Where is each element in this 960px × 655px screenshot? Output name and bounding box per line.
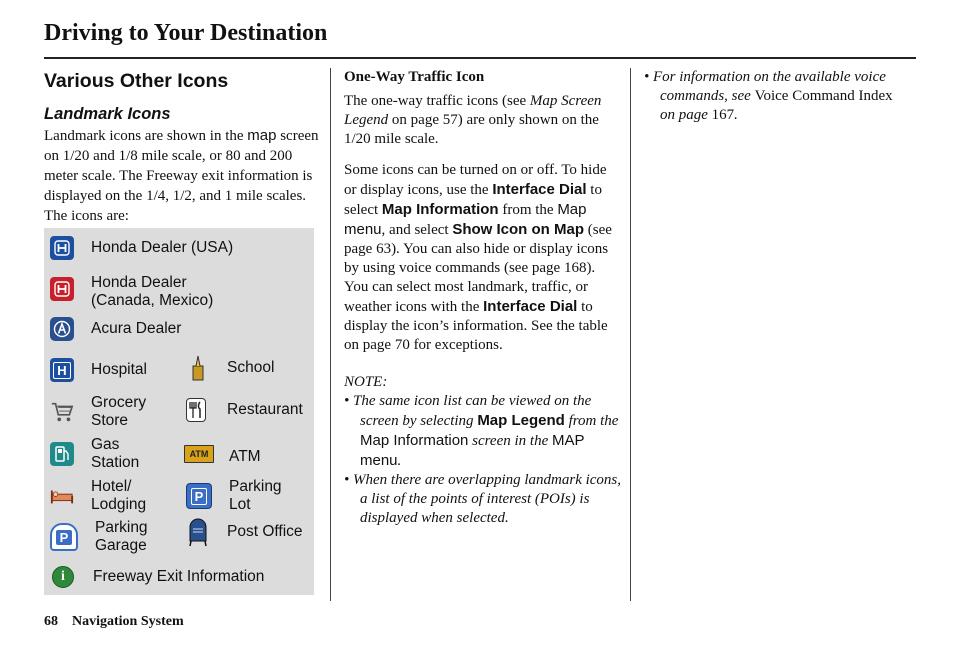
label-parking-lot-line1: Parking	[229, 478, 282, 495]
map-menu-term: Map menu	[344, 201, 587, 238]
p2-text-a: Some icons can be turned on or off. To hide or display icons, use the	[344, 162, 607, 198]
legend-row-restaurant	[186, 398, 303, 422]
hospital-glyph: H	[53, 362, 70, 379]
gas-station-icon	[50, 442, 74, 466]
column-landmark-icons	[44, 66, 319, 226]
note1-text-b: from the	[564, 413, 619, 429]
column-one-way-traffic	[344, 68, 622, 528]
note1-text-d: .	[397, 453, 402, 469]
label-restaurant: Restaurant	[227, 401, 303, 418]
label-parking-garage-line1: Parking	[95, 519, 148, 536]
honda-dealer-usa-icon	[50, 236, 74, 260]
page-header-title: Driving to Your Destination	[44, 20, 328, 46]
icon-legend-panel	[44, 228, 314, 595]
select-icons-paragraph	[344, 278, 622, 355]
hotel-bed-icon	[50, 484, 74, 508]
acura-dealer-icon	[50, 317, 74, 341]
interface-dial-term: Interface Dial	[492, 181, 587, 198]
note-label: NOTE:	[344, 374, 388, 390]
legend-row-freeway	[50, 566, 264, 588]
legend-row-parking-lot	[186, 478, 282, 514]
school-icon	[186, 356, 210, 380]
section-title: Various Other Icons	[44, 70, 229, 92]
p3-text-b: to display the icon’s information. See the table on page 70 for exceptions.	[344, 299, 608, 353]
p3-text-a: You can select most landmark, traffic, or weather icons with the	[344, 279, 588, 315]
toggle-icons-paragraph	[344, 161, 622, 278]
one-way-heading: One-Way Traffic Icon	[344, 69, 485, 85]
label-grocery	[91, 394, 146, 430]
label-atm: ATM	[229, 448, 261, 465]
label-parking-lot	[229, 478, 282, 514]
legend-row-grocery	[50, 394, 146, 430]
label-honda-canada	[91, 274, 213, 310]
legend-row-post-office	[186, 520, 303, 544]
section-subtitle: Landmark Icons	[44, 105, 171, 123]
legend-row-parking-garage	[50, 519, 148, 555]
footer-label: Navigation System	[72, 614, 184, 629]
parking-lot-icon	[186, 483, 212, 509]
atm-icon	[184, 445, 214, 463]
label-gas-line1: Gas	[91, 436, 120, 453]
column-voice-commands	[644, 68, 904, 125]
voice-page-number: 167	[711, 107, 735, 123]
restaurant-icon	[186, 398, 206, 422]
freeway-info-icon	[52, 566, 74, 588]
p1-text-a: The one-way traffic icons (see	[344, 93, 530, 109]
intro-text-a: Landmark icons are shown in the	[44, 128, 248, 144]
map-legend-term: Map Legend	[477, 412, 565, 429]
map-information-term: Map Information	[381, 201, 499, 218]
column-divider-1	[330, 68, 331, 601]
label-hotel-line2: Lodging	[91, 496, 147, 513]
note-item-2: • When there are overlapping landmark icons, a list of the points of interest (POIs) is displayed when selected.	[344, 472, 622, 526]
one-way-paragraph	[344, 92, 622, 149]
label-freeway: Freeway Exit Information	[93, 568, 265, 585]
label-grocery-line2: Store	[91, 412, 129, 429]
grocery-cart-icon	[50, 400, 74, 424]
label-hospital: Hospital	[91, 361, 147, 378]
voice-text-a: For information on the available voice commands, see	[653, 69, 886, 104]
honda-dealer-canada-icon	[50, 277, 74, 301]
hospital-icon	[50, 358, 74, 382]
page-number: 68	[44, 614, 58, 629]
label-acura: Acura Dealer	[91, 320, 182, 337]
legend-row-hospital	[50, 358, 147, 382]
parking-garage-icon	[50, 523, 78, 551]
legend-row-school	[186, 356, 274, 380]
column-divider-2	[630, 68, 631, 601]
post-office-mailbox-icon	[186, 520, 210, 544]
voice-text-c: .	[734, 107, 738, 123]
map-information-term-2: Map Information	[360, 432, 469, 449]
label-parking-garage	[95, 519, 148, 555]
atm-glyph: ATM	[189, 449, 209, 459]
label-honda-canada-line2: (Canada, Mexico)	[91, 292, 214, 309]
interface-dial-term-2: Interface Dial	[483, 298, 578, 315]
label-school: School	[227, 359, 275, 376]
map-menu-caps-term: MAP menu	[360, 432, 585, 469]
show-icon-term: Show Icon on Map	[452, 221, 585, 238]
p2-text-e: (see page 63). You can also hide or display icons by using voice commands (see page 168).	[344, 222, 612, 276]
intro-map-word: map	[247, 127, 277, 144]
intro-paragraph	[44, 126, 319, 226]
note2-text: When there are overlapping landmark icons, a list of the points of interest (POIs) is displayed when selected.	[353, 472, 622, 526]
legend-row-hotel	[50, 478, 146, 514]
voice-text-b: on page	[660, 107, 712, 123]
p2-text-d: , and select	[381, 222, 453, 238]
label-hotel-line1: Hotel/	[91, 478, 132, 495]
label-parking-lot-line2: Lot	[229, 496, 251, 513]
legend-row-gas	[50, 436, 139, 472]
p2-text-b: to select	[344, 182, 602, 218]
label-hotel	[91, 478, 146, 514]
freeway-info-glyph: i	[61, 569, 65, 584]
parking-lot-glyph: P	[191, 488, 208, 505]
label-grocery-line1: Grocery	[91, 394, 147, 411]
label-honda-canada-line1: Honda Dealer	[91, 274, 187, 291]
legend-row-honda-usa	[50, 236, 233, 260]
note1-text-a: The same icon list can be viewed on the screen by selecting	[353, 393, 592, 429]
legend-row-honda-canada	[50, 274, 213, 310]
legend-row-acura	[50, 317, 181, 341]
label-post-office: Post Office	[227, 523, 303, 540]
intro-text-b: screen on 1/20 and 1/8 mile scale, or 80 and 200 meter scale. The Freeway exit information is displayed on the 1/4, 1/2, and 1 mile scales. The icons are:	[44, 128, 319, 224]
note-block	[344, 373, 622, 528]
label-honda-usa: Honda Dealer (USA)	[91, 239, 234, 256]
label-gas	[91, 436, 139, 472]
voice-command-bullet: • For information on the available voice commands, see Voice Command Index on page 167.	[644, 69, 893, 123]
label-gas-line2: Station	[91, 454, 140, 471]
note1-text-c: screen in the	[468, 433, 552, 449]
note-item-1: • The same icon list can be viewed on the screen by selecting Map Legend from the Map Information screen in the MAP menu.	[344, 393, 619, 469]
label-parking-garage-line2: Garage	[95, 537, 147, 554]
p1-text-b: on page 57) are only shown on the 1/20 mile scale.	[344, 112, 599, 147]
p2-text-c: from the	[498, 202, 558, 218]
header-rule	[44, 57, 916, 59]
page-footer	[44, 614, 184, 630]
map-legend-reference: Map Screen Legend	[344, 93, 602, 128]
voice-command-index-reference: Voice Command Index	[754, 88, 893, 104]
legend-row-atm	[184, 442, 261, 466]
parking-garage-glyph: P	[56, 530, 73, 545]
